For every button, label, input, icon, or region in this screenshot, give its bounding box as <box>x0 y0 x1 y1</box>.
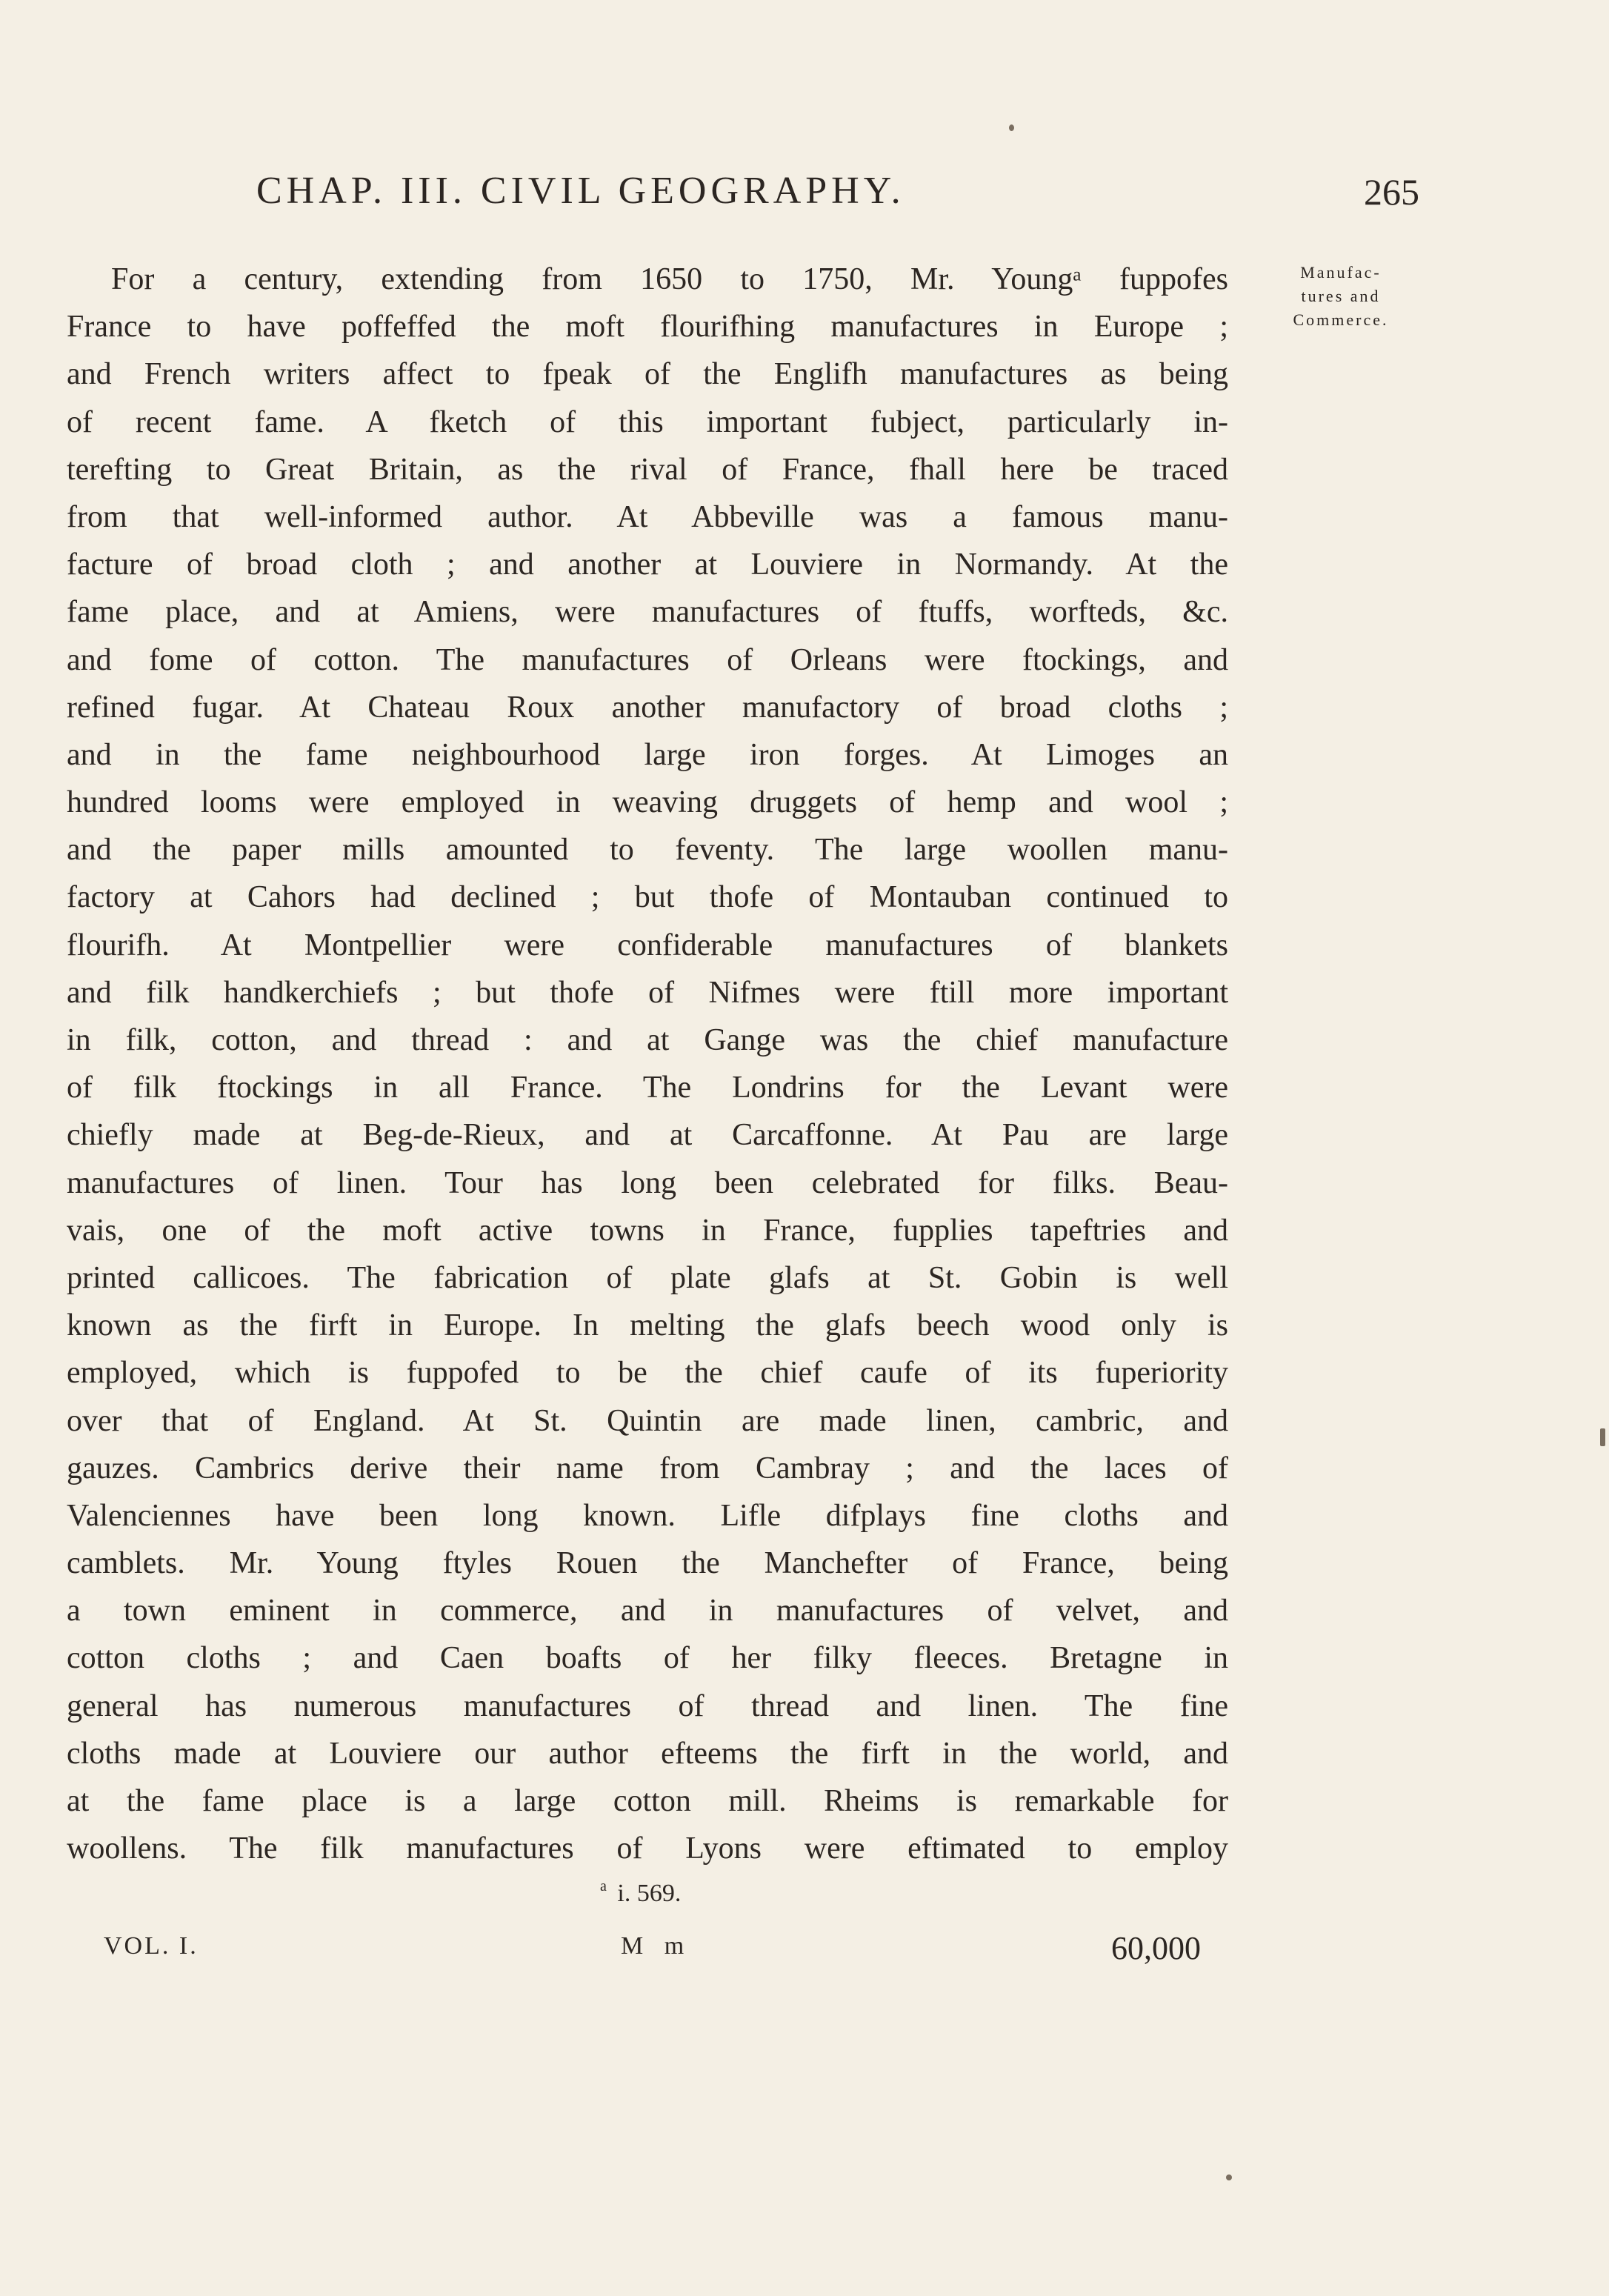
text-line: and fome of cotton. The manufactures of Orleans were ftockings, and <box>67 642 1228 677</box>
text-line: fame place, and at Amiens, were manufactures of ftuffs, worfteds, &c. <box>67 595 1228 630</box>
footnote <box>600 1878 681 1908</box>
text-line: cloths made at Louviere our author efteems the firft in the world, and <box>67 1736 1228 1771</box>
text-line: flourifh. At Montpellier were confiderable manufactures of blankets <box>67 928 1228 962</box>
page-number: 265 <box>1364 171 1419 213</box>
text-line: manufactures of linen. Tour has long been celebrated for filks. Beau- <box>67 1165 1228 1200</box>
text-line: hundred looms were employed in weaving druggets of hemp and wool ; <box>67 785 1228 820</box>
footnote-marker: a <box>600 1878 607 1894</box>
text-line: gauzes. Cambrics derive their name from Cambray ; and the laces of <box>67 1451 1228 1485</box>
text-line: France to have poffeffed the moft flourifhing manufactures in Europe ; <box>67 310 1228 345</box>
running-head: CHAP. III. CIVIL GEOGRAPHY. <box>256 170 905 212</box>
catchword: 60,000 <box>1111 1930 1201 1966</box>
paper-speck <box>1226 2174 1232 2180</box>
text-line: at the fame place is a large cotton mill. Rheims is remarkable for <box>67 1784 1228 1818</box>
marginal-note-line: Manufac- <box>1300 263 1382 282</box>
text-line: chiefly made at Beg-de-Rieux, and at Carcaffonne. At Pau are large <box>67 1118 1228 1153</box>
text-line: Valenciennes have been long known. Lifle difplays fine cloths and <box>67 1498 1228 1533</box>
text-line: and in the fame neighbourhood large iron forges. At Limoges an <box>67 737 1228 772</box>
body-text <box>67 256 1228 1872</box>
text-line: terefting to Great Britain, as the rival of France, fhall here be traced <box>67 452 1228 487</box>
marginal-note-line: tures and <box>1301 287 1381 305</box>
text-line: and French writers affect to fpeak of the Englifh manufactures as being <box>67 357 1228 392</box>
volume-signature: VOL. I. <box>104 1932 199 1960</box>
text-line: over that of England. At St. Quintin are made linen, cambric, and <box>67 1403 1228 1438</box>
text-line: factory at Cahors had declined ; but thofe of Montauban continued to <box>67 880 1228 915</box>
text-line: known as the firft in Europe. In melting the glafs beech wood only is <box>67 1308 1228 1343</box>
text-line: camblets. Mr. Young ftyles Rouen the Manchefter of France, being <box>67 1546 1228 1581</box>
text-line: For a century, extending from 1650 to 1750, Mr. Youngᵃ fuppofes <box>111 262 1228 296</box>
text-line: woollens. The filk manufactures of Lyons were eftimated to employ <box>67 1831 1228 1866</box>
page-header <box>67 169 1419 228</box>
text-line: and the paper mills amounted to feventy. The large woollen manu- <box>67 833 1228 868</box>
paper-speck <box>1600 1428 1605 1446</box>
text-line: facture of broad cloth ; and another at Louviere in Normandy. At the <box>67 548 1228 582</box>
footnote-text: i. 569. <box>617 1880 682 1907</box>
sheet-signature: M m <box>621 1932 692 1960</box>
text-line: employed, which is fuppofed to be the chief caufe of its fuperiority <box>67 1356 1228 1391</box>
text-line: general has numerous manufactures of thread and linen. The fine <box>67 1688 1228 1723</box>
text-line: of recent fame. A fketch of this important fubject, particularly in- <box>67 405 1228 439</box>
marginal-note-line: Commerce. <box>1293 310 1389 329</box>
text-line: cotton cloths ; and Caen boafts of her filky fleeces. Bretagne in <box>67 1641 1228 1676</box>
text-line: in filk, cotton, and thread : and at Gange was the chief manufacture <box>67 1023 1228 1057</box>
marginal-note <box>1259 261 1422 332</box>
text-line: printed callicoes. The fabrication of plate glafs at St. Gobin is well <box>67 1260 1228 1295</box>
text-line: refined fugar. At Chateau Roux another manufactory of broad cloths ; <box>67 690 1228 725</box>
text-line: from that well-informed author. At Abbeville was a famous manu- <box>67 499 1228 534</box>
text-line: vais, one of the moft active towns in France, fupplies tapeftries and <box>67 1213 1228 1248</box>
paper-speck <box>1009 124 1014 131</box>
text-line: a town eminent in commerce, and in manufactures of velvet, and <box>67 1594 1228 1628</box>
text-line: of filk ftockings in all France. The Londrins for the Levant were <box>67 1071 1228 1105</box>
text-line: and filk handkerchiefs ; but thofe of Nifmes were ftill more important <box>67 975 1228 1010</box>
